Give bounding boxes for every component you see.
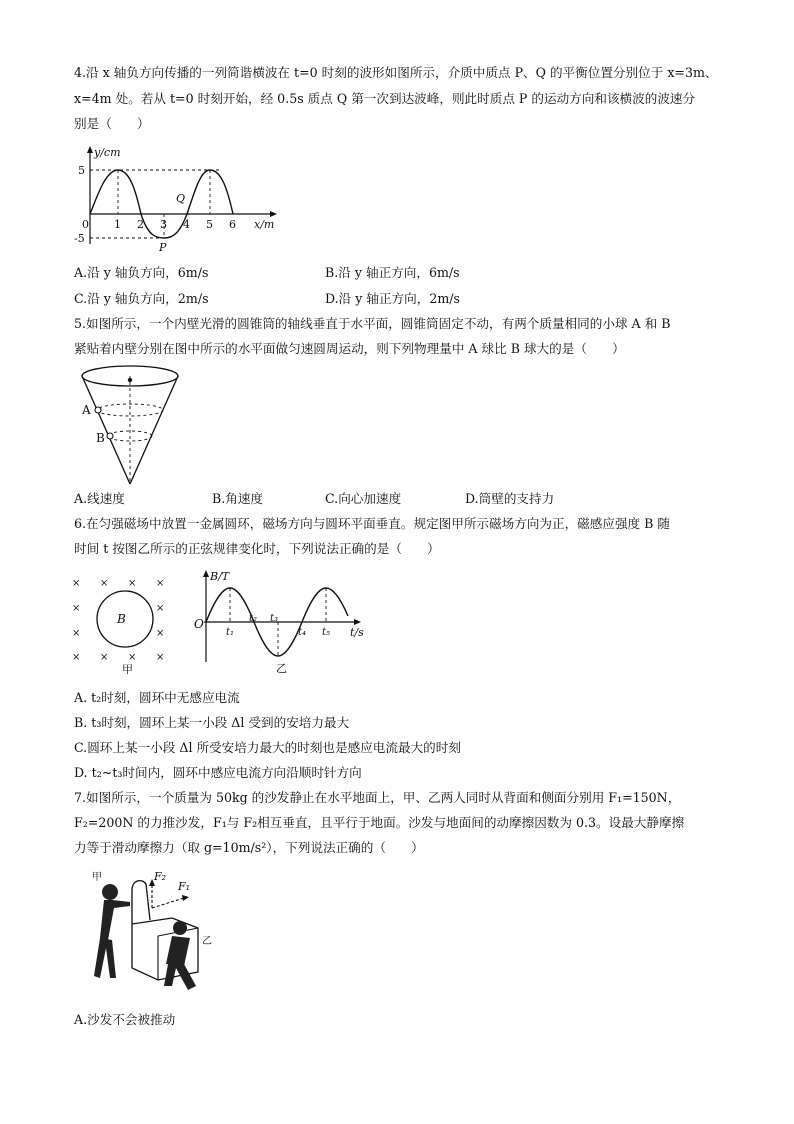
q7-label-jia: 甲 [92,872,102,883]
q4-y-tick-5: 5 [78,164,85,177]
q6-t-label: t/s [350,626,364,639]
q6-caption-yi: 乙 [276,662,287,675]
q4-y-label: y/cm [94,146,121,159]
q4-x-tick-3: 3 [160,218,167,231]
q6-t3-label: t₃ [270,613,279,624]
q7-f1-arrowhead-icon [182,895,189,901]
q5-label-b: B [96,431,105,445]
q6-option-b[interactable]: B. t₃时刻，圆环上某一小段 Δl 受到的安培力最大 [74,715,350,730]
q5-cone-figure [76,362,186,488]
q5-stem-line-2: 紧贴着内壁分别在图中所示的水平面做匀速圆周运动，则下列物理量中 A 球比 B 球大的是（ ） [74,341,625,356]
q4-y-arrow-icon [87,146,93,153]
q4-option-a[interactable]: A.沿 y 轴负方向，6m/s [74,265,209,280]
q4-x-tick-4: 4 [183,218,190,231]
q4-x-tick-1: 1 [114,218,121,231]
q4-stem-line-3: 别是（ ） [74,116,150,131]
q7-person-jia-torso [100,900,130,940]
q6-field-label: B [117,612,126,626]
q7-f1-arrow [152,898,184,908]
q4-option-b[interactable]: B.沿 y 轴正方向，6m/s [325,265,460,280]
svg-text:×: × [128,578,137,589]
svg-text:×: × [100,652,109,663]
q6-option-d[interactable]: D. t₂~t₃时间内，圆环中感应电流方向沿顺时针方向 [74,765,362,780]
q5-label-a: A [82,403,91,417]
q7-sofa-back [132,881,150,924]
svg-text:×: × [156,603,165,614]
svg-text:×: × [72,578,81,589]
q4-x-arrow-icon [270,211,277,217]
q5-option-d[interactable]: D.筒壁的支持力 [465,491,555,506]
q7-label-f2: F₂ [154,870,167,883]
q5-cone-left-wall [82,376,130,484]
q6-option-c[interactable]: C.圆环上某一小段 Δl 所受安培力最大的时刻也是感应电流最大的时刻 [74,740,461,755]
svg-text:×: × [128,652,137,663]
svg-text:×: × [156,628,165,639]
q6-t1-label: t₁ [226,627,235,638]
svg-text:×: × [156,652,165,663]
q5-option-a[interactable]: A.线速度 [74,491,125,506]
q4-x-tick-2: 2 [137,218,144,231]
q4-wave-figure [72,144,282,254]
q7-person-jia-legs [94,938,116,978]
q6-origin-label: O [194,617,204,631]
q5-ball-b [107,433,113,439]
q6-b-arrow-icon [203,570,209,577]
svg-text:×: × [156,578,165,589]
q4-origin-label: 0 [82,218,89,231]
q7-label-f1: F₁ [178,880,191,893]
q5-stem-line-1: 5.如图所示，一个内壁光滑的圆锥筒的轴线垂直于水平面，圆锥筒固定不动，有两个质量相同的小球 A 和 B [74,316,671,331]
q6-option-a[interactable]: A. t₂时刻，圆环中无感应电流 [74,690,240,705]
q4-point-p-label: P [159,241,167,254]
q4-option-d[interactable]: D.沿 y 轴正方向，2m/s [325,291,460,306]
svg-text:×: × [72,603,81,614]
q7-sofa-body [132,918,198,980]
q5-ball-a [95,407,101,413]
q6-t2-label: t₂ [249,613,258,624]
q7-stem-line-1: 7.如图所示，一个质量为 50kg 的沙发静止在水平地面上，甲、乙两人同时从背面和侧面分别用 F₁=150N， [74,790,681,805]
q6-t-arrow-icon [354,619,361,625]
q5-cone-right-wall [130,376,178,484]
q6-t4-label: t₄ [298,627,307,638]
q6-caption-jia: 甲 [122,663,133,676]
svg-text:×: × [72,628,81,639]
q5-option-c[interactable]: C.向心加速度 [325,491,402,506]
q6-field-figure [70,572,185,676]
q6-sine-figure [192,566,372,680]
q4-stem-line-1: 4.沿 x 轴负方向传播的一列简谐横波在 t=0 时刻的波形如图所示，介质中质点 P、Q 的平衡位置分别位于 x=3m、 [74,65,718,80]
q4-stem-line-2: x=4m 处。若从 t=0 时刻开始，经 0.5s 质点 Q 第一次到达波峰，则此时质点 P 的运动方向和该横波的波速分 [74,91,696,106]
q6-b-label: B/T [210,570,230,583]
q7-sofa-figure [80,868,220,998]
q5-apex-dot [128,378,132,382]
q7-stem-line-2: F₂=200N 的力推沙发，F₁与 F₂相互垂直，且平行于地面。沙发与地面间的动摩擦因数为 0.3。设最大静摩擦 [74,815,685,830]
q7-option-a[interactable]: A.沙发不会被推动 [74,1012,176,1027]
q7-person-yi-head [173,921,187,935]
q6-t5-label: t₅ [322,627,331,638]
q4-x-tick-5: 5 [206,218,213,231]
svg-text:×: × [100,578,109,589]
q7-stem-line-3: 力等于滑动摩擦力（取 g=10m/s²），下列说法正确的（ ） [74,840,424,855]
q7-person-jia-head [102,884,118,900]
q6-stem-line-1: 6.在匀强磁场中放置一金属圆环，磁场方向与圆环平面垂直。规定图甲所示磁场方向为正，磁感应强度 B 随 [74,516,670,531]
q4-option-c[interactable]: C.沿 y 轴负方向，2m/s [74,291,209,306]
q7-label-yi: 乙 [202,936,212,947]
q6-stem-line-2: 时间 t 按图乙所示的正弦规律变化时，下列说法正确的是（ ） [74,541,440,556]
q4-x-label: x/m [254,218,275,231]
q4-x-tick-6: 6 [229,218,236,231]
svg-text:×: × [72,652,81,663]
q4-y-tick-neg5: -5 [74,232,85,245]
q4-point-q-label: Q [176,192,186,205]
q5-option-b[interactable]: B.角速度 [212,491,264,506]
